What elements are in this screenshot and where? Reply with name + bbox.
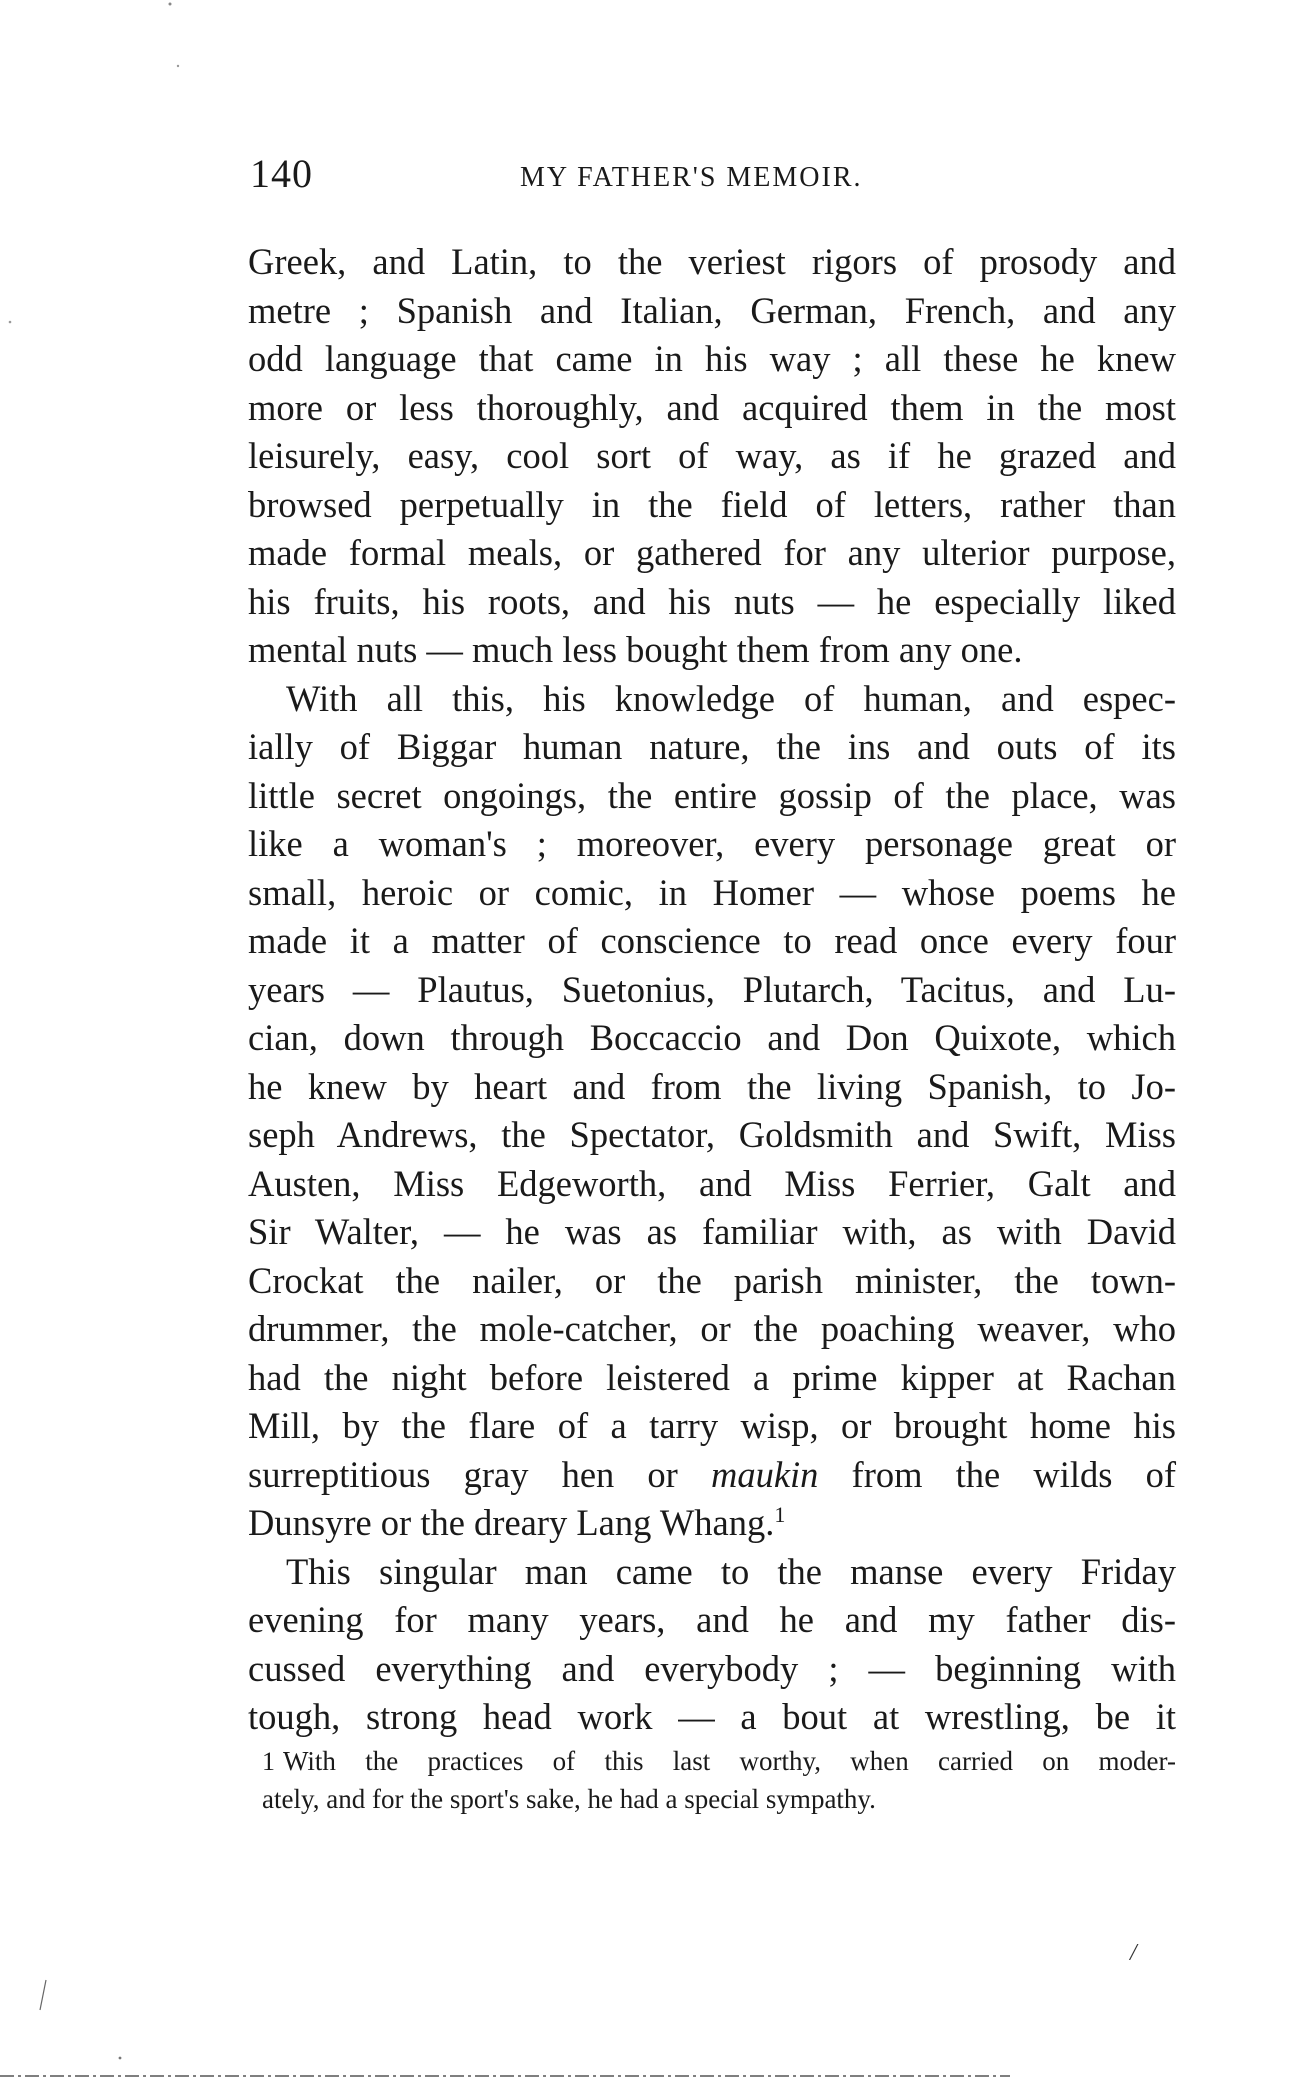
speck (169, 3, 172, 6)
text-line: Sir Walter, — he was as familiar with, as with David (248, 1211, 1176, 1252)
text-line: Mill, by the flare of a tarry wisp, or brought home his (248, 1405, 1176, 1446)
text-line: Austen, Miss Edgeworth, and Miss Ferrier, Galt and (248, 1162, 1176, 1204)
footnote-text: With the practices of this last worthy, when carried on moder- (283, 1746, 1176, 1776)
speck (9, 321, 12, 324)
text-line: like a woman's ; moreover, every personage great or (248, 823, 1176, 864)
text-segment: surreptitious gray hen or (248, 1453, 711, 1495)
speck (119, 2057, 122, 2060)
footnote-line: ately, and for the sport's sake, he had a special sympathy. (262, 1784, 876, 1814)
text-line: This singular man came to the manse every Friday (286, 1550, 1176, 1592)
text-line: mental nuts — much less bought them from any one. (248, 629, 1023, 670)
italic-word: maukin (710, 1453, 819, 1495)
text-line: odd language that came in his way ; all these he knew (248, 338, 1176, 379)
text-line: evening for many years, and he and my father dis- (248, 1599, 1176, 1640)
text-line: metre ; Spanish and Italian, German, French, and any (248, 289, 1176, 331)
text-line: tough, strong head work — a bout at wrestling, be it (248, 1696, 1176, 1737)
text-line: browsed perpetually in the field of letters, rather than (248, 483, 1176, 525)
text-line: seph Andrews, the Spectator, Goldsmith and Swift, Miss (248, 1114, 1176, 1155)
speck (177, 65, 179, 67)
text-line: more or less thoroughly, and acquired them in the most (248, 386, 1176, 428)
text-line: cussed everything and everybody ; — beginning with (248, 1647, 1176, 1689)
text-line: Crockat the nailer, or the parish minister, the town- (248, 1259, 1176, 1301)
text-line: cian, down through Boccaccio and Don Quixote, which (248, 1017, 1176, 1058)
page-number: 140 (250, 151, 313, 196)
text-line: years — Plautus, Suetonius, Plutarch, Tacitus, and Lu- (248, 968, 1176, 1010)
footnote-reference: 1 (774, 1501, 786, 1527)
scan-edge-mark (40, 1980, 46, 2010)
text-line: Greek, and Latin, to the veriest rigors of prosody and (248, 241, 1176, 282)
text-segment: from the wilds of (818, 1453, 1176, 1495)
stray-mark: / (1130, 1940, 1137, 1966)
running-title: MY FATHER'S MEMOIR. (520, 162, 863, 193)
text-line: had the night before leistered a prime kipper at Rachan (248, 1356, 1176, 1398)
footnote-marker: 1 (262, 1747, 275, 1776)
text-line: little secret ongoings, the entire gossip of the place, was (248, 774, 1176, 816)
text-line: his fruits, his roots, and his nuts — he especially liked (248, 580, 1176, 622)
text-line: he knew by heart and from the living Spanish, to Jo- (248, 1065, 1176, 1107)
text-line: drummer, the mole-catcher, or the poaching weaver, who (248, 1308, 1176, 1349)
text-line: With all this, his knowledge of human, and espec- (286, 677, 1176, 719)
text-line: small, heroic or comic, in Homer — whose poems he (248, 871, 1176, 913)
text-line: made formal meals, or gathered for any ulterior purpose, (248, 532, 1176, 573)
text-line: ially of Biggar human nature, the ins and outs of its (248, 726, 1176, 767)
text-line: made it a matter of conscience to read once every four (248, 920, 1176, 961)
text-segment: Dunsyre or the dreary Lang Whang. (248, 1502, 775, 1543)
text-line: leisurely, easy, cool sort of way, as if he grazed and (248, 435, 1176, 476)
